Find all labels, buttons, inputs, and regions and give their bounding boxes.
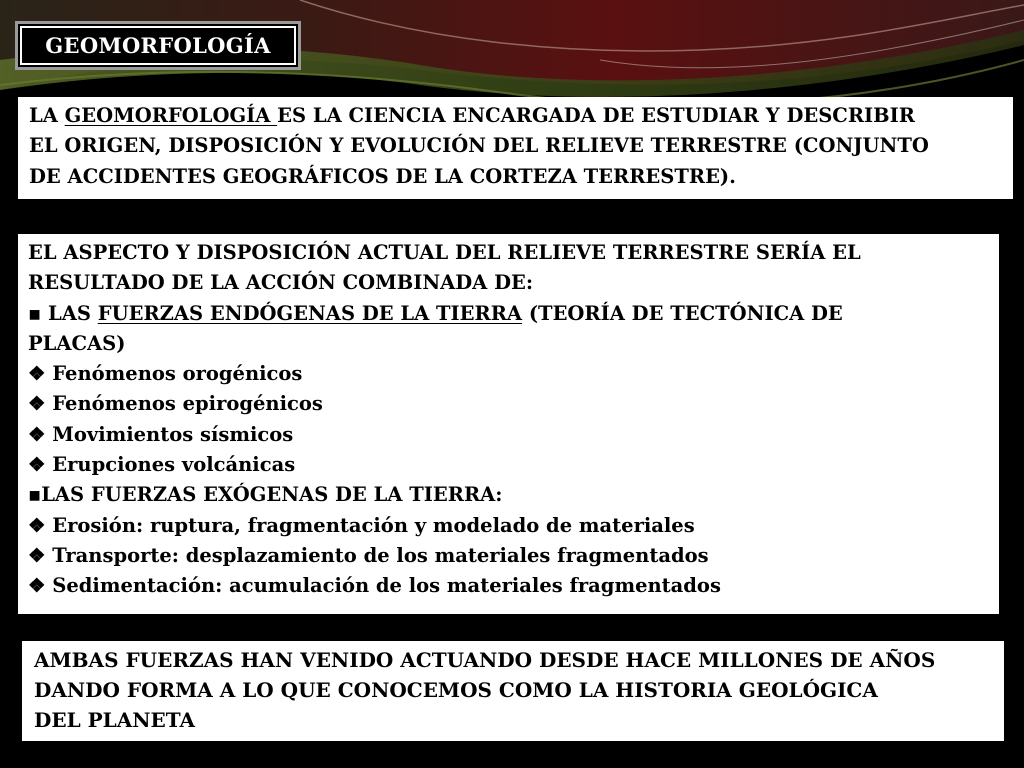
square-bullet-icon: ▪: [28, 301, 42, 325]
diamond-bullet-icon: ❖: [28, 422, 46, 446]
forces-intro-line-1: EL ASPECTO Y DISPOSICIÓN ACTUAL DEL RELIEVE TERRESTRE SERÍA EL: [28, 241, 861, 264]
slide-title: GEOMORFOLOGÍA: [20, 26, 296, 65]
exogenous-heading: ▪LAS FUERZAS EXÓGENAS DE LA TIERRA:: [28, 480, 991, 510]
definition-box: [18, 97, 1013, 199]
definition-line-3: DE ACCIDENTES GEOGRÁFICOS DE LA CORTEZA TERRESTRE).: [29, 164, 736, 188]
definition-line-1: LA GEOMORFOLOGÍA ES LA CIENCIA ENCARGADA DE ESTUDIAR Y DESCRIBIR: [29, 104, 915, 127]
diamond-bullet-icon: ❖: [28, 513, 46, 537]
slide-title-box: [15, 21, 301, 70]
geomorfologia-term: GEOMORFOLOGÍA: [64, 104, 278, 127]
diamond-bullet-icon: ❖: [28, 574, 46, 598]
list-item: ❖ Fenómenos epirogénicos: [28, 389, 991, 419]
list-item: ❖ Transporte: desplazamiento de los materiales fragmentados: [28, 541, 991, 571]
list-item: ❖ Sedimentación: acumulación de los materiales fragmentados: [28, 571, 991, 601]
diamond-bullet-icon: ❖: [28, 392, 46, 416]
diamond-bullet-icon: ❖: [28, 362, 46, 386]
forces-intro-line-2: RESULTADO DE LA ACCIÓN COMBINADA DE:: [28, 271, 534, 295]
endogenous-heading: ▪ LAS FUERZAS ENDÓGENAS DE LA TIERRA (TEORÍA DE TECTÓNICA DE: [28, 299, 991, 329]
diamond-bullet-icon: ❖: [28, 453, 46, 477]
definition-line-2: EL ORIGEN, DISPOSICIÓN Y EVOLUCIÓN DEL RELIEVE TERRESTRE (CONJUNTO: [29, 134, 929, 158]
square-bullet-icon: ▪: [28, 483, 42, 507]
list-item: ❖ Fenómenos orogénicos: [28, 359, 991, 389]
list-item: ❖ Erupciones volcánicas: [28, 450, 991, 480]
conclusion-box: [22, 641, 1004, 741]
list-item: ❖ Erosión: ruptura, fragmentación y modelado de materiales: [28, 511, 991, 541]
endogenous-term: FUERZAS ENDÓGENAS DE LA TIERRA: [97, 301, 523, 325]
conclusion-line-3: DEL PLANETA: [34, 708, 196, 732]
conclusion-line-1: AMBAS FUERZAS HAN VENIDO ACTUANDO DESDE HACE MILLONES DE AÑOS: [34, 648, 936, 672]
endogenous-heading-line-2: PLACAS): [28, 331, 126, 355]
conclusion-line-2: DANDO FORMA A LO QUE CONOCEMOS COMO LA HISTORIA GEOLÓGICA: [34, 678, 878, 702]
list-item: ❖ Movimientos sísmicos: [28, 420, 991, 450]
forces-box: [18, 234, 999, 614]
diamond-bullet-icon: ❖: [28, 543, 46, 567]
